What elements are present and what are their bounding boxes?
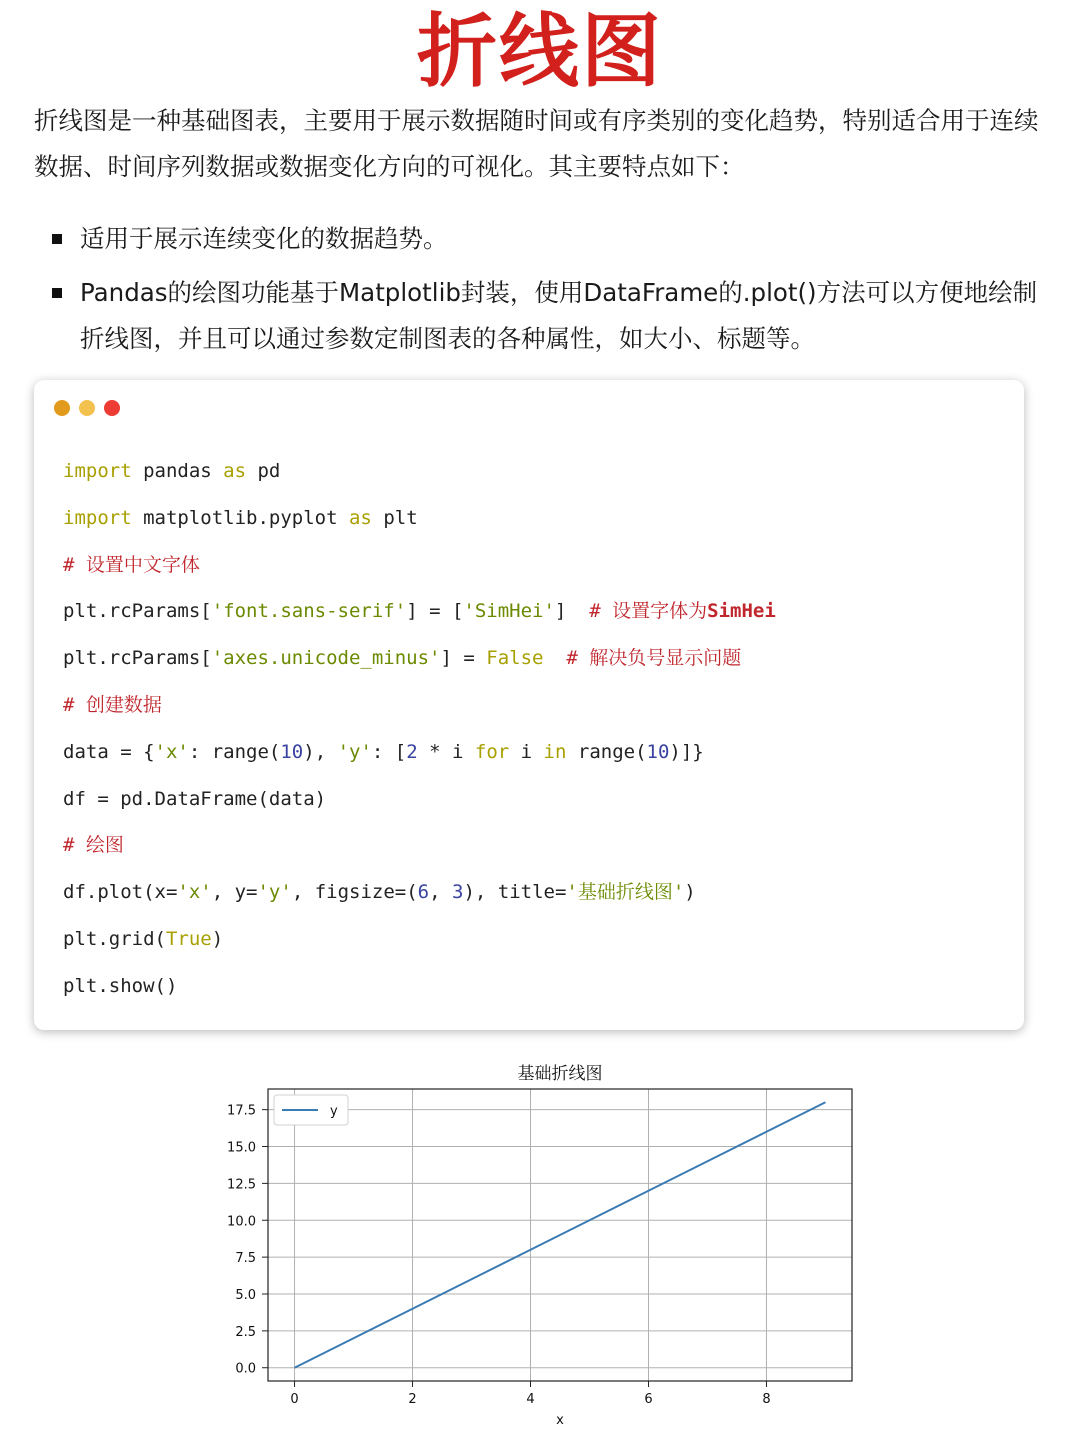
code-token: 解决负号显示问题 bbox=[589, 647, 742, 670]
code-line bbox=[63, 588, 776, 635]
code-token: # bbox=[63, 834, 86, 857]
y-tick-label: 2.5 bbox=[235, 1324, 256, 1340]
intro-paragraph: 折线图是一种基础图表，主要用于展示数据随时间或有序类别的变化趋势，特别适合用于连续数据、时间序列数据或数据变化方向的可视化。其主要特点如下： bbox=[34, 106, 1039, 181]
code-token: import bbox=[63, 506, 132, 529]
code-token: 设置字体为 bbox=[612, 600, 708, 623]
code-token: , bbox=[429, 881, 452, 904]
code-token: 'y' bbox=[337, 740, 372, 763]
code-token: # bbox=[589, 600, 613, 623]
code-token: matplotlib.pyplot bbox=[131, 506, 349, 529]
chart-title: 基础折线图 bbox=[517, 1064, 603, 1084]
window-controls bbox=[54, 400, 129, 420]
x-tick-label: 6 bbox=[644, 1392, 653, 1407]
code-token: pd bbox=[246, 460, 281, 482]
feature-item bbox=[50, 270, 1040, 362]
code-token: : [ bbox=[371, 740, 407, 763]
code-token: plt.rcParams[ bbox=[63, 647, 212, 670]
code-token: 'font.sans-serif' bbox=[211, 600, 407, 623]
code-token: range( bbox=[566, 740, 647, 763]
code-token: plt.grid( bbox=[63, 927, 166, 950]
code-token: data = { bbox=[63, 740, 155, 763]
code-line bbox=[63, 682, 776, 729]
code-token: # bbox=[566, 647, 590, 670]
code-token: 创建数据 bbox=[85, 693, 162, 716]
code-line bbox=[63, 822, 776, 869]
code-token: 10 bbox=[280, 740, 304, 763]
feature-item bbox=[50, 216, 1040, 262]
code-token: 2 bbox=[406, 740, 418, 763]
page-title: 折线图 bbox=[417, 5, 663, 98]
code-token: ] = [ bbox=[406, 600, 464, 623]
code-token: ), title= bbox=[463, 881, 567, 904]
x-tick-label: 4 bbox=[526, 1392, 535, 1407]
code-token: 3 bbox=[452, 881, 464, 904]
y-tick-label: 15.0 bbox=[227, 1140, 256, 1156]
code-token: )]} bbox=[669, 740, 704, 763]
code-token: '基础折线图' bbox=[566, 881, 685, 904]
code-block bbox=[63, 448, 776, 1010]
code-token: df = pd.DataFrame(data) bbox=[63, 787, 327, 810]
series-lines bbox=[295, 1102, 826, 1367]
code-token: as bbox=[348, 506, 372, 529]
code-line bbox=[63, 448, 776, 495]
code-token: False bbox=[486, 647, 544, 670]
code-token: , y= bbox=[211, 881, 258, 904]
window-dot-icon bbox=[79, 400, 95, 416]
code-token: plt bbox=[371, 506, 418, 529]
code-token: 10 bbox=[646, 740, 670, 763]
code-line bbox=[63, 776, 776, 823]
code-token: * i bbox=[417, 740, 475, 763]
x-tick-label: 2 bbox=[408, 1392, 417, 1407]
code-token: 绘图 bbox=[85, 834, 124, 857]
feature-text: 适用于展示连续变化的数据趋势。 bbox=[80, 224, 448, 253]
code-window bbox=[34, 380, 1024, 1030]
code-token: as bbox=[223, 460, 247, 482]
code-token: in bbox=[543, 740, 567, 763]
code-token: ), bbox=[303, 740, 338, 763]
code-token: True bbox=[165, 927, 212, 950]
code-token: 设置中文字体 bbox=[85, 553, 200, 576]
y-tick-label: 12.5 bbox=[227, 1177, 256, 1193]
series-line-y bbox=[295, 1102, 826, 1367]
code-token: 6 bbox=[417, 881, 430, 904]
code-line bbox=[63, 963, 776, 1010]
bullet-square-icon bbox=[52, 234, 62, 244]
code-line bbox=[63, 635, 776, 682]
feature-list bbox=[50, 216, 1040, 370]
code-token: plt.show() bbox=[63, 974, 178, 997]
window-dot-icon bbox=[54, 400, 70, 416]
code-token: ] bbox=[554, 600, 590, 623]
code-line bbox=[63, 869, 776, 916]
code-token: df.plot(x= bbox=[63, 881, 178, 904]
code-token: # bbox=[63, 553, 86, 576]
code-line bbox=[63, 729, 776, 776]
chart-legend bbox=[274, 1095, 348, 1125]
y-tick-label: 0.0 bbox=[235, 1361, 256, 1377]
code-token: pandas bbox=[131, 460, 224, 482]
code-token: 'x' bbox=[154, 740, 189, 763]
x-axis-label: x bbox=[556, 1413, 564, 1428]
code-token: : range( bbox=[188, 740, 281, 763]
bullet-square-icon bbox=[52, 288, 62, 298]
legend-label: y bbox=[330, 1104, 338, 1119]
code-token: 'SimHei' bbox=[463, 600, 555, 623]
code-token: 'x' bbox=[177, 881, 212, 904]
code-token: # bbox=[63, 693, 86, 716]
code-token: ) bbox=[684, 881, 696, 904]
window-dot-icon bbox=[104, 400, 120, 416]
code-token bbox=[543, 647, 566, 669]
x-tick-label: 0 bbox=[290, 1392, 299, 1407]
line-chart bbox=[190, 1052, 890, 1437]
code-token: i bbox=[509, 740, 544, 763]
code-token: import bbox=[63, 460, 132, 482]
y-tick-label: 17.5 bbox=[227, 1103, 256, 1119]
y-tick-label: 5.0 bbox=[235, 1287, 256, 1303]
code-token: 'axes.unicode_minus' bbox=[211, 647, 441, 670]
y-tick-label: 7.5 bbox=[235, 1251, 256, 1267]
code-line bbox=[63, 495, 776, 542]
code-token: 'y' bbox=[257, 881, 292, 904]
code-token: plt.rcParams[ bbox=[63, 600, 212, 623]
code-line bbox=[63, 916, 776, 963]
code-token: ) bbox=[211, 927, 224, 950]
code-token: , figsize=( bbox=[291, 881, 418, 904]
code-line bbox=[63, 542, 776, 589]
code-token: for bbox=[474, 740, 510, 763]
code-token: SimHei bbox=[707, 600, 776, 623]
x-tick-label: 8 bbox=[762, 1392, 771, 1407]
y-tick-label: 10.0 bbox=[227, 1214, 256, 1230]
feature-text: Pandas的绘图功能基于Matplotlib封装，使用DataFrame的.plot()方法可以方便地绘制折线图，并且可以通过参数定制图表的各种属性，如大小、标题等。 bbox=[80, 278, 1038, 353]
line-chart-svg bbox=[190, 1052, 890, 1437]
code-token: ] = bbox=[440, 647, 487, 670]
